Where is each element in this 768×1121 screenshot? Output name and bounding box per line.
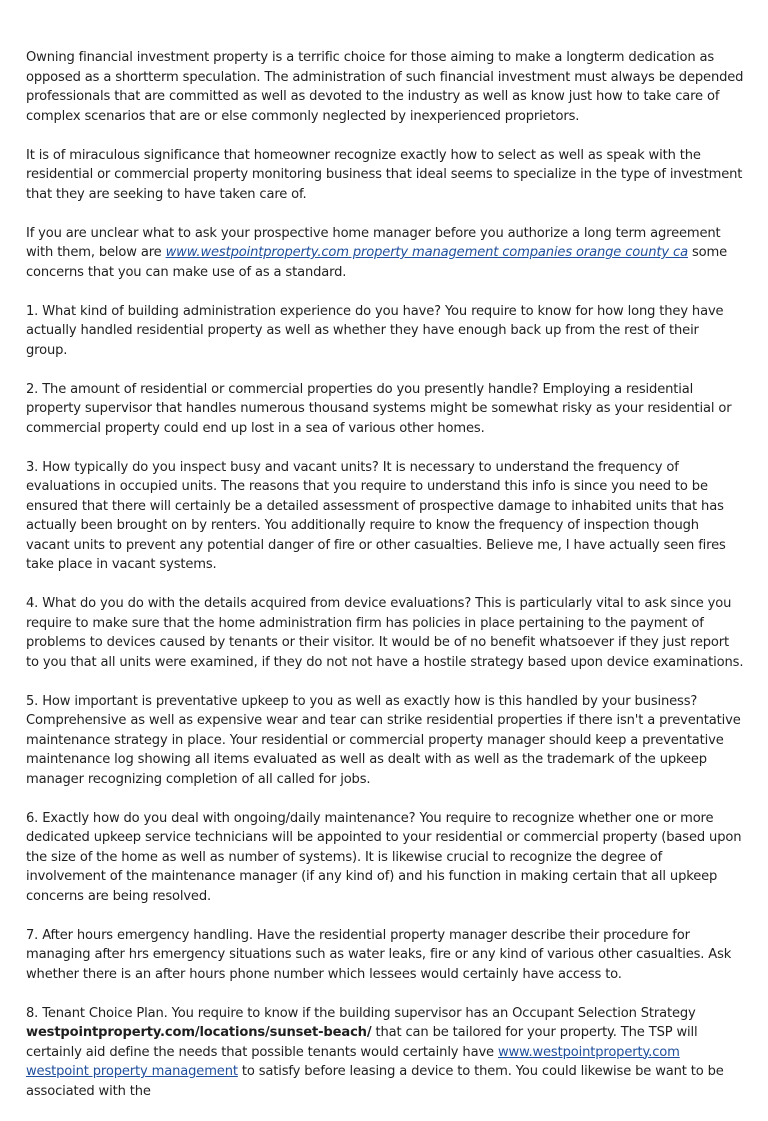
question-3: 3. How typically do you inspect busy and vacant units? It is necessary to understand the frequency of evaluations in occupied units. The reasons that you require to understand this info is since you need to be ensured that there will certainly be a detailed assessment of prospective damage to inhabited units that has actually been brought on by renters. You additionally require to know the frequency of inspection though vacant units to prevent any potential danger of fire or other casualties. Believe me, I have actually seen fires take place in vacant systems.: [26, 459, 726, 572]
paragraph-significance: It is of miraculous significance that homeowner recognize exactly how to select as well as speak with the residential or commercial property monitoring business that ideal seems to specialize in the type of investment that they are seeking to have taken care of.: [26, 147, 743, 202]
paragraph-concerns-intro: [26, 224, 744, 283]
property-management-link[interactable]: www.westpointproperty.com property management companies orange county ca: [165, 245, 688, 260]
question-7: 7. After hours emergency handling. Have the residential property manager describe their procedure for managing after hrs emergency situations such as water leaks, fire or any kind of various other casualties. Ask whether there is an after hours phone number which lessees would certainly have access to.: [26, 927, 732, 982]
paragraph-text: If you are unclear what to ask your prospective home manager before you authorize a long term agreement with them, below are: [26, 225, 721, 260]
question-4: 4. What do you do with the details acquired from device evaluations? This is particularly vital to ask since you require to make sure that the home administration firm has policies in place pertaining to the payment of problems to devices caused by tenants or their visitor. It would be of no benefit whatsoever if they just report to you that all units were examined, if they do not not have a hostile strategy based upon device examinations.: [26, 596, 744, 670]
paragraph-intro: Owning financial investment property is a terrific choice for those aiming to make a longterm dedication as opposed as a shortterm speculation. The administration of such financial investment must always be depended professionals that are committed as well as devoted to the industry as well as know just how to take care of complex scenarios that are or else commonly neglected by inexperienced proprietors.: [26, 50, 744, 124]
bold-url-text: westpointproperty.com/locations/sunset-beach/: [26, 1025, 372, 1040]
paragraph-text: 8. Tenant Choice Plan. You require to know if the building supervisor has an Occupant Selection Strategy: [26, 1005, 696, 1021]
westpoint-management-link[interactable]: www.westpointproperty.com westpoint property management: [26, 1044, 680, 1079]
question-8: [26, 1004, 744, 1102]
paragraph-text: some concerns that you can make use of as a standard.: [26, 245, 728, 280]
question-6: 6. Exactly how do you deal with ongoing/daily maintenance? You require to recognize whether one or more dedicated upkeep service technicians will be appointed to your residential or commercial property (based upon the size of the home as well as number of systems). It is likewise crucial to recognize the degree of involvement of the maintenance manager (if any kind of) and his function in making certain that all upkeep concerns are being resolved.: [26, 810, 742, 904]
document-page: [26, 48, 744, 1121]
question-2: 2. The amount of residential or commercial properties do you presently handle? Employing a residential property supervisor that handles numerous thousand systems might be somewhat risky as your residential or commercial property could end up lost in a sea of various other homes.: [26, 381, 732, 436]
question-1: 1. What kind of building administration experience do you have? You require to know for how long they have actually handled residential property as well as whether they have enough back up from the rest of their group.: [26, 303, 724, 358]
question-5: 5. How important is preventative upkeep to you as well as exactly how is this handled by your business? Comprehensive as well as expensive wear and tear can strike residential properties if there isn't a preventative maintenance strategy in place. Your residential or commercial property manager should keep a preventative maintenance log showing all items evaluated as well as dealt with as well as the trademark of the upkeep manager recognizing completion of all called for jobs.: [26, 693, 741, 787]
paragraph-text: that can be tailored for your property. The TSP will certainly aid define the needs that possible tenants would certainly have: [26, 1025, 698, 1060]
paragraph-text: to satisfy before leasing a device to them. You could likewise be want to be associated with the: [26, 1064, 724, 1099]
